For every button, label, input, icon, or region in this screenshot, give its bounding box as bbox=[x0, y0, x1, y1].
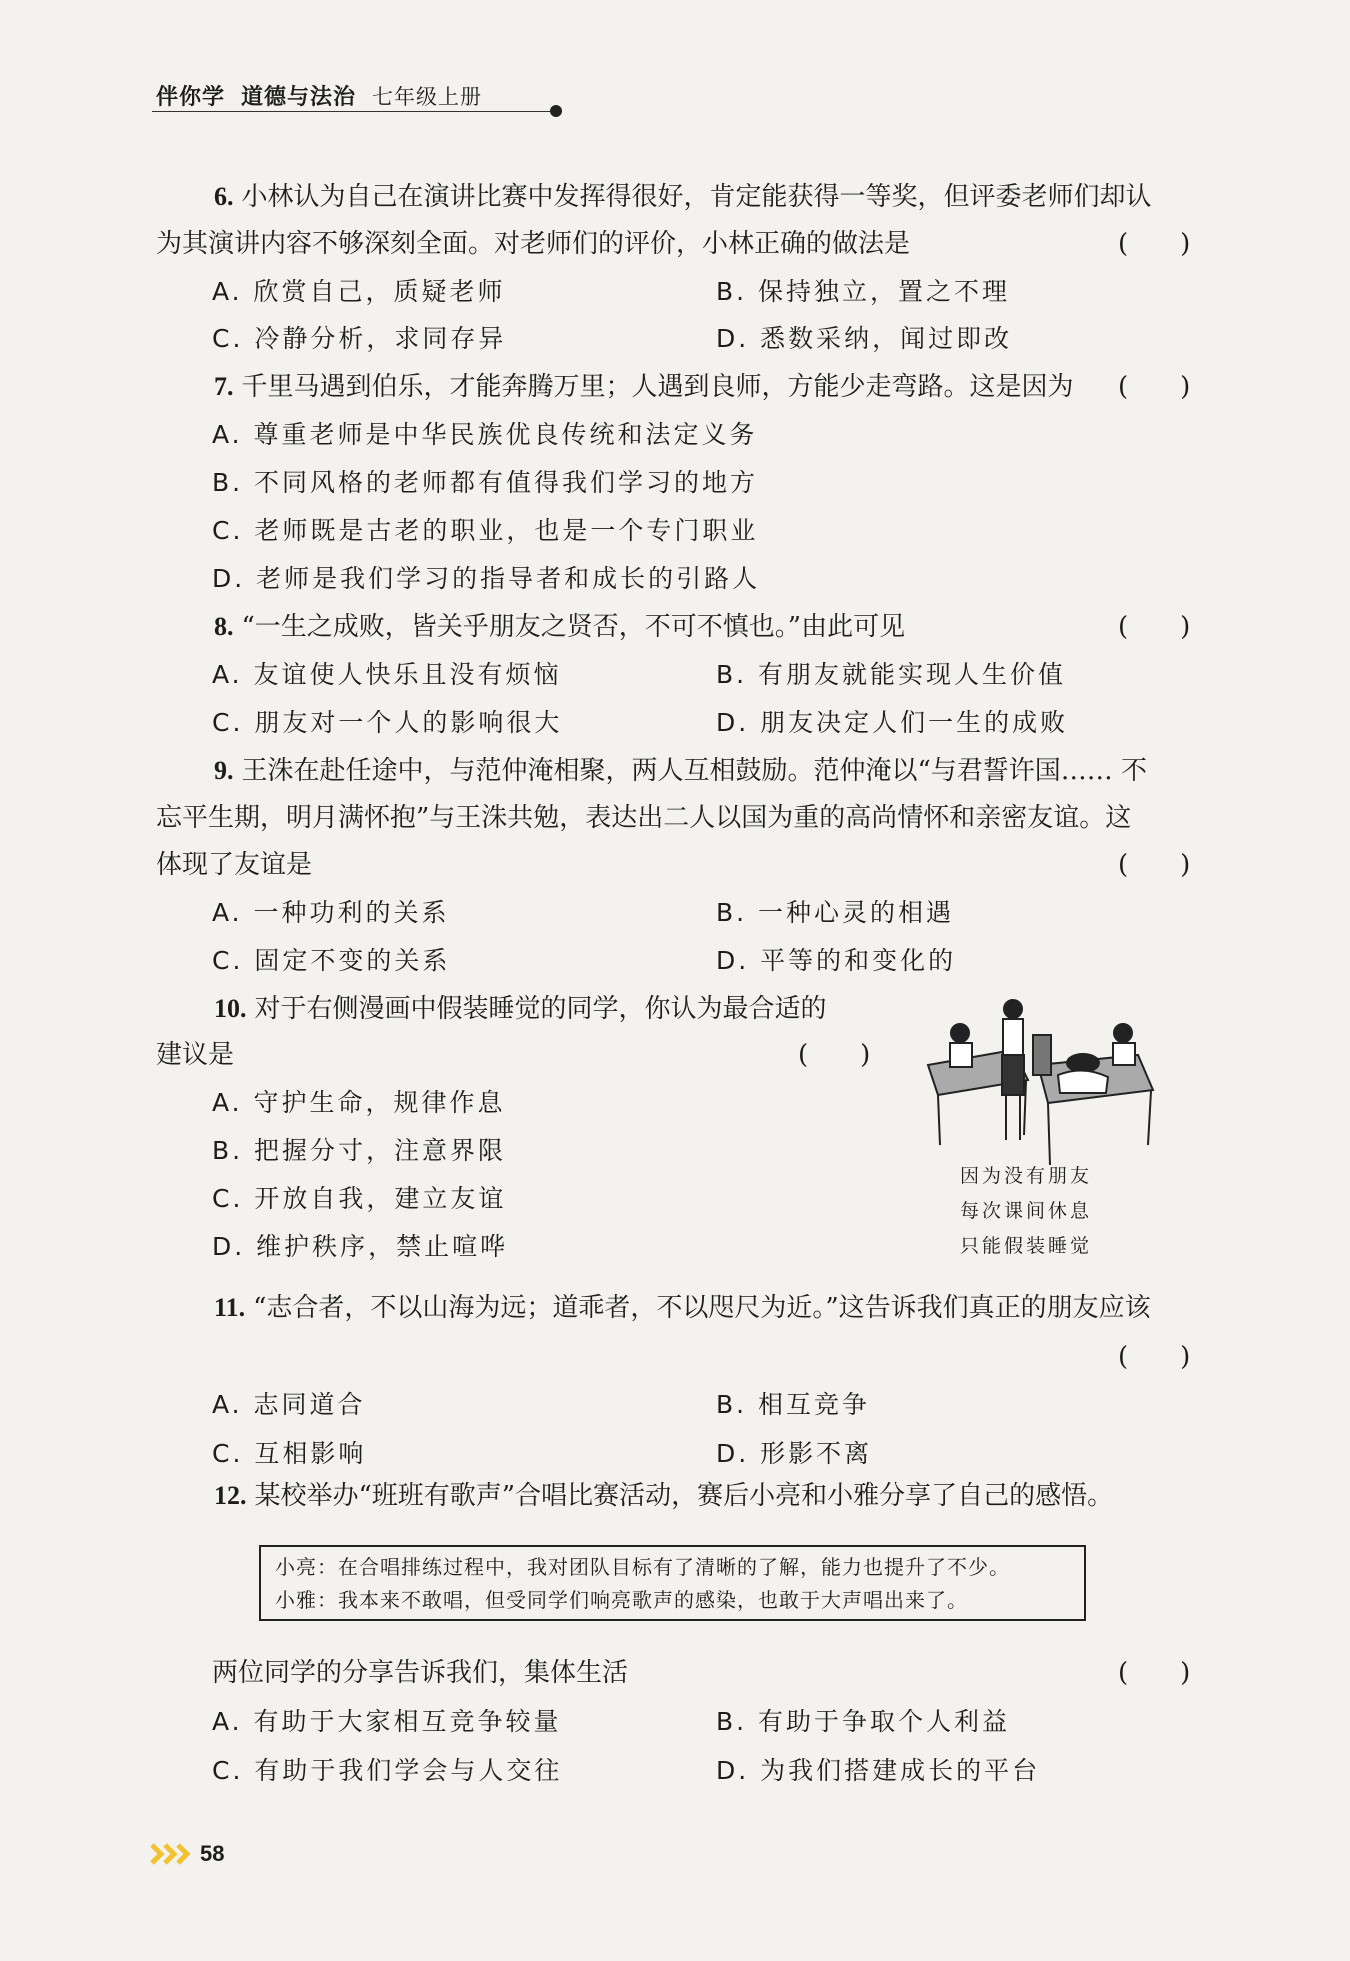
page-number: 58 bbox=[200, 1841, 225, 1866]
cartoon-caption-line2: 每次课间休息 bbox=[960, 1200, 1093, 1222]
q6-number: 6. bbox=[214, 182, 234, 211]
page-arrows-icon bbox=[150, 1843, 194, 1865]
q8-number: 8. bbox=[214, 612, 234, 641]
classroom-cartoon bbox=[918, 995, 1158, 1170]
q11-stem-line1 bbox=[214, 1291, 1151, 1325]
q8-option-a[interactable]: A. 友谊使人快乐且没有烦恼 bbox=[212, 660, 562, 689]
q6-option-c[interactable]: C. 冷静分析，求同存异 bbox=[212, 324, 507, 353]
q9-answer-blank[interactable]: ( ) bbox=[1118, 850, 1191, 880]
q9-text1: 王洙在赴任途中，与范仲淹相聚，两人互相鼓励。范仲淹以“与君誓许国…… 不 bbox=[241, 756, 1148, 786]
q6-option-d[interactable]: D. 悉数采纳，闻过即改 bbox=[716, 324, 1013, 353]
q9-stem-line3: 体现了友谊是 bbox=[156, 850, 313, 880]
q11-option-a[interactable]: A. 志同道合 bbox=[212, 1390, 366, 1419]
q10-option-b[interactable]: B. 把握分寸，注意界限 bbox=[212, 1136, 507, 1165]
q9-option-b[interactable]: B. 一种心灵的相遇 bbox=[716, 898, 955, 927]
q12-option-c[interactable]: C. 有助于我们学会与人交往 bbox=[212, 1756, 563, 1785]
q6-option-a[interactable]: A. 欣赏自己，质疑老师 bbox=[212, 277, 506, 306]
q8-stem-line1 bbox=[214, 610, 905, 644]
cartoon-caption-line3: 只能假装睡觉 bbox=[960, 1235, 1093, 1257]
q7-stem-line1 bbox=[214, 370, 1074, 404]
q9-stem-line1 bbox=[214, 754, 1147, 788]
q7-option-d[interactable]: D. 老师是我们学习的指导者和成长的引路人 bbox=[212, 564, 761, 593]
q6-stem-line1 bbox=[214, 180, 1152, 214]
q10-option-c[interactable]: C. 开放自我，建立友谊 bbox=[212, 1184, 507, 1213]
q12-text1: 某校举办“班班有歌声”合唱比赛活动，赛后小亮和小雅分享了自己的感悟。 bbox=[254, 1481, 1114, 1511]
header-dot bbox=[550, 105, 562, 117]
book-header bbox=[156, 80, 482, 111]
subject-title: 道德与法治 bbox=[241, 84, 357, 110]
header-rule bbox=[152, 111, 554, 112]
q10-option-d[interactable]: D. 维护秩序，禁止喧哗 bbox=[212, 1232, 509, 1261]
q9-option-a[interactable]: A. 一种功利的关系 bbox=[212, 898, 450, 927]
q8-option-d[interactable]: D. 朋友决定人们一生的成败 bbox=[716, 708, 1069, 737]
q8-option-b[interactable]: B. 有朋友就能实现人生价值 bbox=[716, 660, 1067, 689]
q9-stem-line2: 忘平生期，明月满怀抱”与王洙共勉，表达出二人以国为重的高尚情怀和亲密友谊。这 bbox=[156, 803, 1132, 833]
q11-option-c[interactable]: C. 互相影响 bbox=[212, 1439, 367, 1468]
q10-text1: 对于右侧漫画中假装睡觉的同学，你认为最合适的 bbox=[254, 994, 827, 1024]
series-title: 伴你学 bbox=[156, 84, 226, 110]
q8-option-c[interactable]: C. 朋友对一个人的影响很大 bbox=[212, 708, 563, 737]
q11-answer-blank[interactable]: ( ) bbox=[1118, 1342, 1191, 1372]
q10-stem-line1 bbox=[214, 992, 827, 1026]
q7-option-c[interactable]: C. 老师既是古老的职业，也是一个专门职业 bbox=[212, 516, 759, 545]
q12-option-a[interactable]: A. 有助于大家相互竞争较量 bbox=[212, 1707, 562, 1736]
q7-number: 7. bbox=[214, 372, 234, 401]
grade-title: 七年级上册 bbox=[372, 85, 483, 109]
q11-option-b[interactable]: B. 相互竞争 bbox=[716, 1390, 871, 1419]
q12-option-b[interactable]: B. 有助于争取个人利益 bbox=[716, 1707, 1011, 1736]
q8-answer-blank[interactable]: ( ) bbox=[1118, 612, 1191, 642]
q10-option-a[interactable]: A. 守护生命，规律作息 bbox=[212, 1088, 506, 1117]
q12-option-d[interactable]: D. 为我们搭建成长的平台 bbox=[716, 1756, 1041, 1785]
q12-answer-blank[interactable]: ( ) bbox=[1118, 1658, 1191, 1688]
q7-option-b[interactable]: B. 不同风格的老师都有值得我们学习的地方 bbox=[212, 468, 759, 497]
q10-number: 10. bbox=[214, 994, 247, 1023]
q8-text1: “一生之成败，皆关乎朋友之贤否，不可不慎也。”由此可见 bbox=[241, 612, 906, 642]
q12-stem-line2: 两位同学的分享告诉我们，集体生活 bbox=[212, 1658, 629, 1688]
q9-option-c[interactable]: C. 固定不变的关系 bbox=[212, 946, 451, 975]
q11-number: 11. bbox=[214, 1293, 246, 1322]
q9-number: 9. bbox=[214, 756, 234, 785]
q12-number: 12. bbox=[214, 1481, 247, 1510]
q7-answer-blank[interactable]: ( ) bbox=[1118, 372, 1191, 402]
q10-answer-blank[interactable]: ( ) bbox=[798, 1040, 871, 1070]
q7-text1: 千里马遇到伯乐，才能奔腾万里；人遇到良师，方能少走弯路。这是因为 bbox=[241, 372, 1074, 402]
q6-option-b[interactable]: B. 保持独立，置之不理 bbox=[716, 277, 1011, 306]
share-xiaoliang: 小亮：在合唱排练过程中，我对团队目标有了清晰的了解，能力也提升了不少。 bbox=[275, 1555, 1010, 1579]
q7-option-a[interactable]: A. 尊重老师是中华民族优良传统和法定义务 bbox=[212, 420, 758, 449]
share-xiaoya: 小雅：我本来不敢唱，但受同学们响亮歌声的感染，也敢于大声唱出来了。 bbox=[275, 1588, 968, 1612]
q6-text1: 小林认为自己在演讲比赛中发挥得很好，肯定能获得一等奖，但评委老师们却认 bbox=[241, 182, 1152, 212]
q6-stem-line2: 为其演讲内容不够深刻全面。对老师们的评价，小林正确的做法是 bbox=[156, 229, 911, 259]
q6-answer-blank[interactable]: ( ) bbox=[1118, 229, 1191, 259]
q11-option-d[interactable]: D. 形影不离 bbox=[716, 1439, 873, 1468]
q10-stem-line2: 建议是 bbox=[156, 1040, 235, 1070]
q11-text1: “志合者，不以山海为远；道乖者，不以咫尺为近。”这告诉我们真正的朋友应该 bbox=[253, 1293, 1151, 1323]
cartoon-caption-line1: 因为没有朋友 bbox=[960, 1165, 1093, 1187]
share-box bbox=[259, 1545, 1086, 1621]
q12-stem-line1 bbox=[214, 1479, 1113, 1513]
q9-option-d[interactable]: D. 平等的和变化的 bbox=[716, 946, 957, 975]
